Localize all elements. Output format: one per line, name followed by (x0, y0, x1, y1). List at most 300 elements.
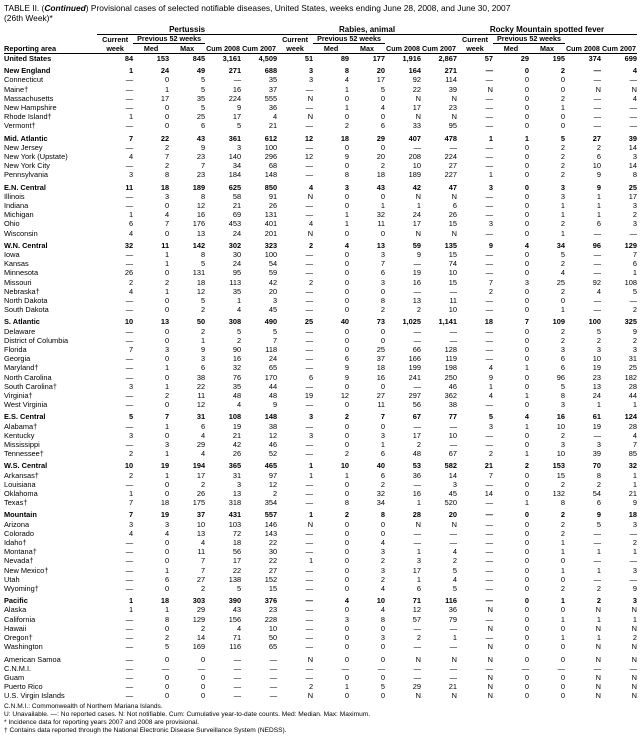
cell-value: — (413, 538, 422, 548)
cell-value: 5 (560, 249, 565, 259)
cell-value: 89 (313, 53, 349, 63)
cell-value: — (305, 345, 314, 354)
cell-value: 6 (129, 219, 134, 229)
cell-value: 0 (164, 326, 170, 336)
cell-value: 7 (200, 565, 206, 575)
row-area-label: South Carolina† (4, 381, 58, 391)
cell-value: — (593, 430, 601, 440)
cell-value: 1 (380, 440, 386, 450)
cell-value: — (485, 305, 493, 315)
cell-value: 19 (592, 421, 601, 431)
cell-value: 0 (380, 142, 386, 152)
rmsf-max: Max (539, 43, 554, 53)
cell-value: 45 (448, 489, 458, 499)
table-row (4, 103, 637, 112)
cell-value: 4 (164, 210, 170, 220)
pertussis-current-week: Current week (102, 35, 129, 53)
cell-value: — (449, 672, 458, 682)
cell-value: 0 (524, 605, 529, 615)
cell-value: 0 (380, 112, 386, 122)
cell-value: 0 (164, 584, 170, 594)
cell-value: 12 (268, 430, 278, 440)
cell-value: 5 (200, 259, 206, 269)
cell-value: 25 (376, 345, 386, 354)
cell-value: N (415, 654, 422, 664)
cell-value: 0 (524, 489, 529, 499)
cell-value: 1 (164, 565, 170, 575)
row-area-label: Virginia† (4, 391, 33, 401)
table-title (4, 3, 637, 23)
cell-value: 6 (380, 449, 386, 459)
cell-value: 7 (272, 335, 278, 345)
cell-value: 2 (560, 170, 565, 180)
cell-value: 35 (196, 93, 206, 103)
cell-value: 20 (376, 151, 386, 161)
cell-value: — (593, 528, 601, 538)
cell-value: 1 (524, 391, 529, 401)
cell-value: 2 (560, 219, 565, 229)
cell-value: — (305, 565, 314, 575)
cell-value: 10 (268, 623, 278, 633)
cell-value: 164 (408, 66, 422, 76)
cell-value: 5 (200, 102, 206, 112)
cell-value: 6 (596, 498, 601, 508)
cell-value: — (305, 489, 314, 499)
footnote-2: * Incidence data for reporting years 2007 and 2008 are provisional. (4, 718, 200, 726)
cell-value: 13 (196, 228, 206, 238)
cell-value: 2 (560, 259, 565, 269)
cell-value: N (595, 691, 601, 701)
cell-value: — (629, 295, 637, 305)
rmsf-previous-52: Previous 52 weeks (493, 35, 565, 44)
cell-value: 4 (129, 528, 134, 538)
cell-value: — (233, 663, 242, 673)
cell-value: 555 (264, 93, 278, 103)
table-row (4, 183, 637, 192)
cell-value: 0 (164, 228, 170, 238)
footnote-0: C.N.M.I.: Commonwealth of Northern Mariana Islands. (4, 702, 163, 710)
footnotes (4, 703, 637, 736)
cell-value: 4 (452, 574, 458, 584)
cell-value: 6 (308, 372, 314, 382)
cell-value: 0 (524, 249, 529, 259)
cell-value: 10 (556, 421, 565, 431)
cell-value: 0 (380, 519, 386, 529)
rabies-max: Max (360, 43, 375, 53)
cell-value: 69 (232, 210, 242, 220)
cell-value: — (125, 547, 134, 557)
cell-value: 4 (129, 228, 134, 238)
cell-value: 31 (196, 412, 206, 422)
cell-value: 453 (228, 219, 242, 229)
cell-value: 18 (484, 317, 493, 327)
title-suffix: ) Provisional cases of selected notifiable diseases, United States, weeks ending June 28, 2008, and June 30, 2007 (85, 3, 511, 13)
table-row (4, 161, 637, 170)
cell-value: — (305, 400, 314, 410)
table-row (4, 192, 637, 201)
cell-value: 0 (524, 259, 529, 269)
cell-value: — (125, 565, 134, 575)
cell-value: 0 (560, 84, 565, 94)
cell-value: 4 (344, 596, 350, 606)
row-area-label: Indiana (4, 200, 29, 210)
cell-value: 0 (524, 642, 529, 652)
cell-value: 0 (380, 93, 386, 103)
cell-value: 1 (488, 170, 493, 180)
cell-value: 17 (196, 470, 206, 480)
cell-value: 6 (380, 268, 386, 278)
cell-value: — (125, 633, 134, 643)
cell-value: 4 (308, 219, 314, 229)
table-row (4, 498, 637, 507)
cell-value: — (125, 584, 134, 594)
cell-value: 0 (344, 400, 350, 410)
cell-value: N (307, 112, 314, 122)
cell-value: 0 (524, 510, 529, 520)
cell-value: 0 (560, 75, 565, 85)
cell-value: 3 (632, 200, 637, 210)
cell-value: N (307, 519, 314, 529)
table-row (4, 210, 637, 219)
cell-value: 2 (416, 440, 422, 450)
cell-value: — (125, 663, 134, 673)
cell-value: 6 (560, 354, 565, 364)
cell-value: 2 (344, 412, 350, 422)
cell-value: 0 (524, 326, 529, 336)
cell-value: 23 (592, 372, 601, 382)
row-area-label: Nebraska† (4, 286, 40, 296)
cell-value: 10 (124, 461, 134, 471)
cell-value: 131 (264, 210, 278, 220)
cell-value: 1 (344, 219, 350, 229)
cell-value: 2 (164, 161, 170, 171)
cell-value: 0 (344, 440, 350, 450)
cell-value: 2 (308, 277, 314, 287)
cell-value: 26 (124, 268, 134, 278)
cell-value: 6 (380, 470, 386, 480)
cell-value: 0 (344, 200, 350, 210)
cell-value: — (125, 682, 134, 692)
cell-value: 29 (196, 440, 206, 450)
cell-value: 170 (264, 372, 278, 382)
cell-value: 23 (448, 102, 458, 112)
cell-value: — (593, 663, 601, 673)
cell-value: — (485, 93, 493, 103)
cell-value: 3 (380, 277, 386, 287)
cell-value: 129 (192, 614, 206, 624)
cell-value: 2 (560, 528, 565, 538)
cell-value: 0 (524, 528, 529, 538)
cell-value: — (629, 528, 637, 538)
cell-value: 0 (344, 547, 350, 557)
header-prev-row (4, 35, 637, 44)
cell-value: 0 (344, 654, 350, 664)
cell-value: 18 (340, 133, 350, 143)
cell-value: 0 (344, 633, 350, 643)
cell-value: 2 (200, 305, 206, 315)
table-row (4, 461, 637, 470)
cell-value: 5 (200, 75, 206, 85)
cell-value: 30 (268, 547, 278, 557)
table-row (4, 229, 637, 238)
cell-value: 0 (524, 268, 529, 278)
cell-value: 0 (164, 200, 170, 210)
cell-value: 11 (197, 391, 206, 401)
cell-value: 0 (380, 623, 386, 633)
cell-value: 140 (228, 151, 242, 161)
cell-value: 18 (160, 182, 170, 192)
cell-value: 3 (344, 614, 350, 624)
row-area-label: New Mexico† (4, 565, 49, 575)
cell-value: — (125, 93, 134, 103)
cell-value: — (125, 161, 134, 171)
table-row (4, 520, 637, 529)
cell-value: 0 (524, 66, 529, 76)
cell-value: 318 (228, 498, 242, 508)
cell-value: 2 (596, 584, 601, 594)
cell-value: 96 (592, 240, 601, 250)
cell-value: 4 (632, 93, 637, 103)
table-row (4, 575, 637, 584)
cell-value: 1 (129, 596, 134, 606)
cell-value: 2 (560, 326, 565, 336)
cell-value: 2 (560, 66, 565, 76)
cell-value: N (631, 605, 637, 615)
rmsf-cum2008: Cum 2008 (565, 43, 600, 53)
footnote-3: † Contains data reported through the National Electronic Disease Surveillance System (NEDSS). (4, 727, 287, 735)
cell-value: 19 (304, 391, 314, 401)
cell-value: 10 (592, 161, 601, 171)
cell-value: — (413, 421, 422, 431)
cell-value: 18 (160, 498, 170, 508)
cell-value: — (269, 663, 278, 673)
cell-value: N (631, 682, 637, 692)
cell-value: 3 (308, 66, 314, 76)
cell-value: 0 (560, 623, 565, 633)
cell-value: 1 (560, 228, 565, 238)
cell-value: 19 (592, 363, 601, 373)
cell-value: 365 (228, 461, 242, 471)
cell-value: 59 (268, 268, 278, 278)
cell-value: 0 (524, 286, 529, 296)
cell-value: 8 (380, 614, 386, 624)
table-row (4, 538, 637, 547)
cell-value: 28 (628, 421, 637, 431)
cell-value: 1 (560, 200, 565, 210)
cell-value: 5 (632, 286, 637, 296)
cell-value: 31 (628, 354, 637, 364)
cell-value: 27 (376, 391, 386, 401)
cell-value: 135 (444, 240, 458, 250)
cell-value: 1 (524, 421, 529, 431)
cell-value: N (415, 93, 422, 103)
table-row (4, 170, 637, 179)
cell-value: 0 (164, 430, 170, 440)
rabies-med: Med (323, 43, 339, 53)
cell-value: 0 (524, 210, 529, 220)
cell-value: 184 (228, 170, 242, 180)
row-area-label: Pennsylvania (4, 170, 48, 180)
cell-value: — (305, 354, 314, 364)
cell-value: — (629, 102, 637, 112)
cell-value: 21 (268, 121, 278, 131)
cell-value: 6 (164, 574, 170, 584)
table-row (4, 412, 637, 421)
cell-value: 3 (596, 440, 601, 450)
table-row (4, 431, 637, 440)
cell-value: 9 (200, 345, 206, 354)
cell-value: 0 (344, 538, 350, 548)
cell-value: 7 (129, 498, 134, 508)
cell-value: 4 (632, 430, 637, 440)
cell-value: 5 (236, 121, 242, 131)
cell-value: 0 (524, 584, 529, 594)
cell-value: 10 (340, 461, 350, 471)
cell-value: 271 (228, 66, 242, 76)
cell-value: 15 (448, 277, 458, 287)
cell-value: N (595, 642, 601, 652)
cell-value: 0 (524, 574, 529, 584)
cell-value: 0 (524, 538, 529, 548)
cell-value: 1 (416, 200, 422, 210)
table-row (4, 615, 637, 624)
cell-value: 56 (232, 547, 242, 557)
cell-value: 9 (596, 182, 601, 192)
cell-value: 48 (268, 391, 278, 401)
cell-value: 5 (272, 326, 278, 336)
cell-value: — (233, 75, 242, 85)
cell-value: 2 (164, 277, 170, 287)
cell-value: N (631, 654, 637, 664)
cell-value: 166 (408, 354, 422, 364)
cell-value: 325 (624, 317, 637, 327)
cell-value: 2 (560, 93, 565, 103)
cell-value: 0 (164, 268, 170, 278)
cell-value: 175 (192, 498, 206, 508)
cell-value: 96 (556, 372, 565, 382)
cell-value: 20 (448, 510, 458, 520)
cell-value: — (485, 191, 493, 201)
cell-value: — (413, 326, 422, 336)
cell-value: — (233, 654, 242, 664)
cell-value: 2 (632, 335, 637, 345)
table-row (4, 152, 637, 161)
cell-value: 0 (344, 528, 350, 538)
cell-value: 1 (129, 210, 134, 220)
cell-value: — (125, 335, 134, 345)
cell-value: — (125, 102, 134, 112)
cell-value: 17 (412, 565, 422, 575)
cell-value: 0 (524, 219, 529, 229)
cell-value: 0 (524, 170, 529, 180)
row-area-label: W.S. Central (4, 461, 48, 471)
cell-value: 52 (268, 449, 278, 459)
cell-value: — (593, 249, 601, 259)
cell-value: 0 (524, 596, 529, 606)
table-row (4, 480, 637, 489)
table-row (4, 66, 637, 75)
cell-value: 92 (412, 75, 422, 85)
cell-value: 0 (164, 112, 170, 122)
cell-value: 0 (380, 654, 386, 664)
cell-value: 0 (344, 286, 350, 296)
cell-value: 0 (164, 102, 170, 112)
cell-value: 40 (340, 317, 350, 327)
cell-value: 1 (632, 268, 637, 278)
cell-value: 18 (376, 170, 386, 180)
cell-value: — (629, 121, 637, 131)
cell-value: — (593, 259, 601, 269)
table-row (4, 691, 637, 700)
cell-value: — (593, 93, 601, 103)
cell-value: 3 (560, 345, 565, 354)
cell-value: 10 (448, 430, 458, 440)
cell-value: — (485, 498, 493, 508)
cell-value: — (233, 691, 242, 701)
cell-value: 70 (592, 461, 601, 471)
cell-value: 2 (560, 161, 565, 171)
cell-value: 16 (196, 210, 206, 220)
cell-value: 1 (308, 470, 314, 480)
cell-value: 0 (344, 93, 350, 103)
cell-value: — (125, 305, 134, 315)
table-row (4, 121, 637, 130)
cell-value: — (485, 538, 493, 548)
cell-value: 5 (560, 381, 565, 391)
cell-value: — (593, 121, 601, 131)
cell-value: 0 (524, 470, 529, 480)
cell-value: 0 (344, 259, 350, 269)
cell-value: 24 (592, 391, 601, 401)
cell-value: 76 (232, 372, 242, 382)
cell-value: 7 (380, 412, 386, 422)
cell-value: 2 (416, 305, 422, 315)
table-row (4, 664, 637, 673)
cell-value: 25 (628, 182, 637, 192)
cell-value: 5 (380, 682, 386, 692)
cell-value: 1 (452, 633, 458, 643)
cell-value: — (233, 672, 242, 682)
cell-value: 1 (488, 381, 493, 391)
table-row (4, 53, 637, 63)
cell-value: 2 (236, 335, 242, 345)
cell-value: 3 (488, 219, 493, 229)
cell-value: — (125, 142, 134, 152)
row-area-label: Ohio (4, 219, 20, 229)
row-area-label: Utah (4, 574, 20, 584)
cell-value: 2 (488, 449, 493, 459)
cell-value: — (593, 112, 601, 122)
cell-value: 11 (161, 240, 170, 250)
cell-value: 0 (524, 102, 529, 112)
cell-value: — (485, 66, 493, 76)
cell-value: — (485, 556, 493, 566)
cell-value: 9 (272, 400, 278, 410)
cell-value: N (415, 228, 422, 238)
cell-value: 0 (164, 556, 170, 566)
cell-value: 0 (344, 295, 350, 305)
cell-value: 3 (308, 430, 314, 440)
cell-value: — (125, 295, 134, 305)
cell-value: 11 (197, 547, 206, 557)
cell-value: 50 (268, 633, 278, 643)
cell-value: 100 (264, 249, 278, 259)
cell-value: N (307, 191, 314, 201)
cell-value: — (449, 142, 458, 152)
cell-value: 5 (560, 133, 565, 143)
table-row (4, 373, 637, 382)
cell-value: 4 (488, 363, 493, 373)
